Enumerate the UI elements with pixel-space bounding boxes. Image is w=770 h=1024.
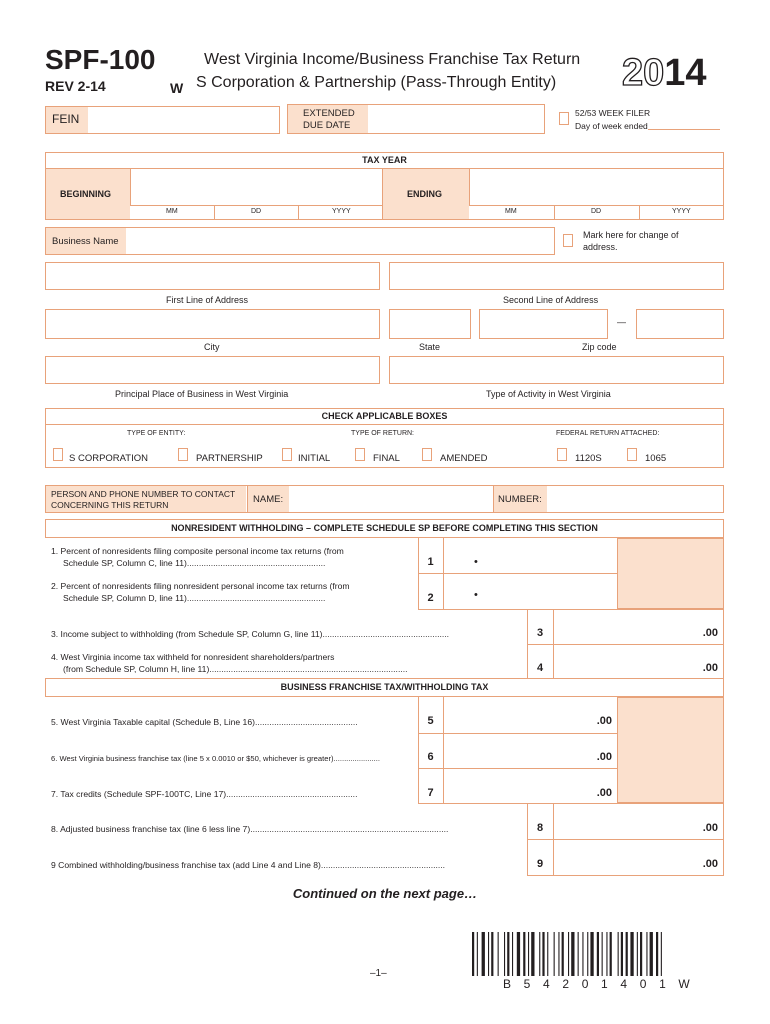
ending-date-input[interactable] <box>469 169 723 205</box>
type-of-activity-label: Type of Activity in West Virginia <box>486 389 611 399</box>
line2-desc-b: Schedule SP, Column D, line 11).......................................................... <box>63 593 326 603</box>
day-of-week-label: Day of week ended <box>575 121 648 131</box>
form-number: SPF-100 <box>45 44 156 75</box>
zip-dash: — <box>617 317 626 327</box>
contact-number-label: NUMBER: <box>498 494 542 505</box>
type-of-entity-label: TYPE OF ENTITY: <box>127 430 186 437</box>
line4-number: 4 <box>536 662 544 674</box>
zip-ext-input[interactable] <box>636 309 724 339</box>
line1-desc-b: Schedule SP, Column C, line 11).......................................................... <box>63 558 326 568</box>
continued-note: Continued on the next page… <box>292 886 478 901</box>
extended-label-2: DUE DATE <box>303 120 351 131</box>
business-name-label: Business Name <box>52 236 119 247</box>
end-yyyy: YYYY <box>672 208 691 215</box>
extended-label-1: EXTENDED <box>303 108 355 119</box>
contact-label-1: PERSON AND PHONE NUMBER TO CONTACT <box>51 489 236 499</box>
state-label: State <box>419 342 441 352</box>
line9-amount: .00 <box>702 858 718 870</box>
s-corporation-label: S CORPORATION <box>69 453 148 464</box>
line8-desc: 8. Adjusted business franchise tax (line 6 less line 7)................................................................................... <box>51 824 449 834</box>
line1-input[interactable] <box>444 538 617 573</box>
city-label: City <box>204 342 220 352</box>
amended-label: AMENDED <box>440 453 488 464</box>
end-mm: MM <box>505 208 517 215</box>
check-boxes-title: CHECK APPLICABLE BOXES <box>321 411 448 421</box>
line6-desc: 6. West Virginia business franchise tax (line 5 x 0.0010 or $50, whichever is greater)...................... <box>51 754 380 763</box>
shaded-area-1-2 <box>617 538 724 609</box>
line2-number: 2 <box>427 592 434 604</box>
line1-desc-a: 1. Percent of nonresidents filing composite personal income tax returns (from <box>51 546 344 556</box>
line7-number: 7 <box>427 787 434 799</box>
begin-dd: DD <box>251 208 262 215</box>
line8-amount: .00 <box>702 822 718 834</box>
nonresident-title: NONRESIDENT WITHHOLDING – COMPLETE SCHEDULE SP BEFORE COMPLETING THIS SECTION <box>171 523 598 533</box>
year-solid: 14 <box>664 52 707 94</box>
first-address-input[interactable] <box>45 262 380 290</box>
day-of-week-input-line[interactable] <box>648 129 720 130</box>
begin-mm: MM <box>166 208 178 215</box>
line8-number: 8 <box>536 822 544 834</box>
partnership-checkbox[interactable] <box>178 448 188 461</box>
form-1120s-checkbox[interactable] <box>557 448 567 461</box>
title-line1: West Virginia Income/Business Franchise Tax Return <box>204 51 581 68</box>
federal-return-label: FEDERAL RETURN ATTACHED: <box>556 430 660 437</box>
ending-label: ENDING <box>407 189 443 199</box>
line6-amount: .00 <box>596 751 612 763</box>
line4-desc-b: (from Schedule SP, Column H, line 11)................................................................................... <box>63 664 408 674</box>
page-number: –1– <box>370 968 387 979</box>
title-line2: S Corporation & Partnership (Pass-Through Entity) <box>196 74 557 91</box>
zip-label: Zip code <box>582 342 617 352</box>
line9-desc: 9 Combined withholding/business franchise tax (add Line 4 and Line 8).................................................... <box>51 860 446 870</box>
line7-desc: 7. Tax credits (Schedule SPF-100TC, Line 17)....................................................... <box>51 789 358 799</box>
line5-number: 5 <box>427 715 434 727</box>
year-outline: 20 <box>622 52 665 94</box>
shaded-area-5-7 <box>617 697 724 803</box>
second-address-input[interactable] <box>389 262 724 290</box>
line5-desc: 5. West Virginia Taxable capital (Schedule B, Line 16)........................................... <box>51 717 358 727</box>
form-1065-label: 1065 <box>645 453 667 464</box>
revision: REV 2-14 <box>45 78 106 94</box>
principal-place-input[interactable] <box>45 356 380 384</box>
second-address-label: Second Line of Address <box>503 295 599 305</box>
type-of-return-label: TYPE OF RETURN: <box>351 430 415 437</box>
line7-amount: .00 <box>596 787 612 799</box>
final-label: FINAL <box>373 453 400 464</box>
form-1120s-label: 1120S <box>575 453 602 464</box>
line4-desc-a: 4. West Virginia income tax withheld for nonresident shareholders/partners <box>51 652 335 662</box>
form-letter: W <box>170 80 184 96</box>
line5-amount: .00 <box>596 715 612 727</box>
contact-name-input[interactable] <box>289 486 493 512</box>
barcode-text: B 5 4 2 0 1 4 0 1 W <box>503 977 692 991</box>
beginning-date-input[interactable] <box>130 169 382 205</box>
state-input[interactable] <box>389 309 471 339</box>
initial-checkbox[interactable] <box>282 448 292 461</box>
barcode <box>472 932 722 978</box>
tax-year-badge <box>622 54 707 92</box>
fein-label: FEIN <box>52 112 80 126</box>
line2-input[interactable] <box>444 574 617 609</box>
contact-label-2: CONCERNING THIS RETURN <box>51 500 169 510</box>
week-filer-label: 52/53 WEEK FILER <box>575 108 651 118</box>
line3-number: 3 <box>536 627 544 639</box>
contact-name-label: NAME: <box>253 494 284 505</box>
line4-amount: .00 <box>702 662 718 674</box>
week-filer-checkbox[interactable] <box>559 112 569 125</box>
city-input[interactable] <box>45 309 380 339</box>
line1-number: 1 <box>427 556 434 568</box>
form-1065-checkbox[interactable] <box>627 448 637 461</box>
beginning-label: BEGINNING <box>60 189 112 199</box>
line9-number: 9 <box>536 858 544 870</box>
zip-input[interactable] <box>479 309 608 339</box>
final-checkbox[interactable] <box>355 448 365 461</box>
line3-amount: .00 <box>702 627 718 639</box>
tax-year-title: TAX YEAR <box>362 155 407 165</box>
end-dd: DD <box>591 208 602 215</box>
s-corporation-checkbox[interactable] <box>53 448 63 461</box>
change-address-label-2: address. <box>583 242 618 252</box>
begin-yyyy: YYYY <box>332 208 351 215</box>
first-address-label: First Line of Address <box>166 295 249 305</box>
line2-desc-a: 2. Percent of nonresidents filing nonresident personal income tax returns (from <box>51 581 350 591</box>
type-of-activity-input[interactable] <box>389 356 724 384</box>
amended-checkbox[interactable] <box>422 448 432 461</box>
line2-decimal: • <box>474 589 478 601</box>
change-address-checkbox[interactable] <box>563 234 573 247</box>
line1-decimal: • <box>474 556 478 568</box>
partnership-label: PARTNERSHIP <box>196 453 263 464</box>
franchise-title: BUSINESS FRANCHISE TAX/WITHHOLDING TAX <box>280 682 489 692</box>
line6-number: 6 <box>427 751 434 763</box>
contact-number-input[interactable] <box>547 486 723 512</box>
principal-place-label: Principal Place of Business in West Virginia <box>115 389 289 399</box>
initial-label: INITIAL <box>298 453 331 464</box>
change-address-label-1: Mark here for change of <box>583 230 679 240</box>
line3-desc: 3. Income subject to withholding (from Schedule SP, Column G, line 11)..................................................... <box>51 629 450 639</box>
